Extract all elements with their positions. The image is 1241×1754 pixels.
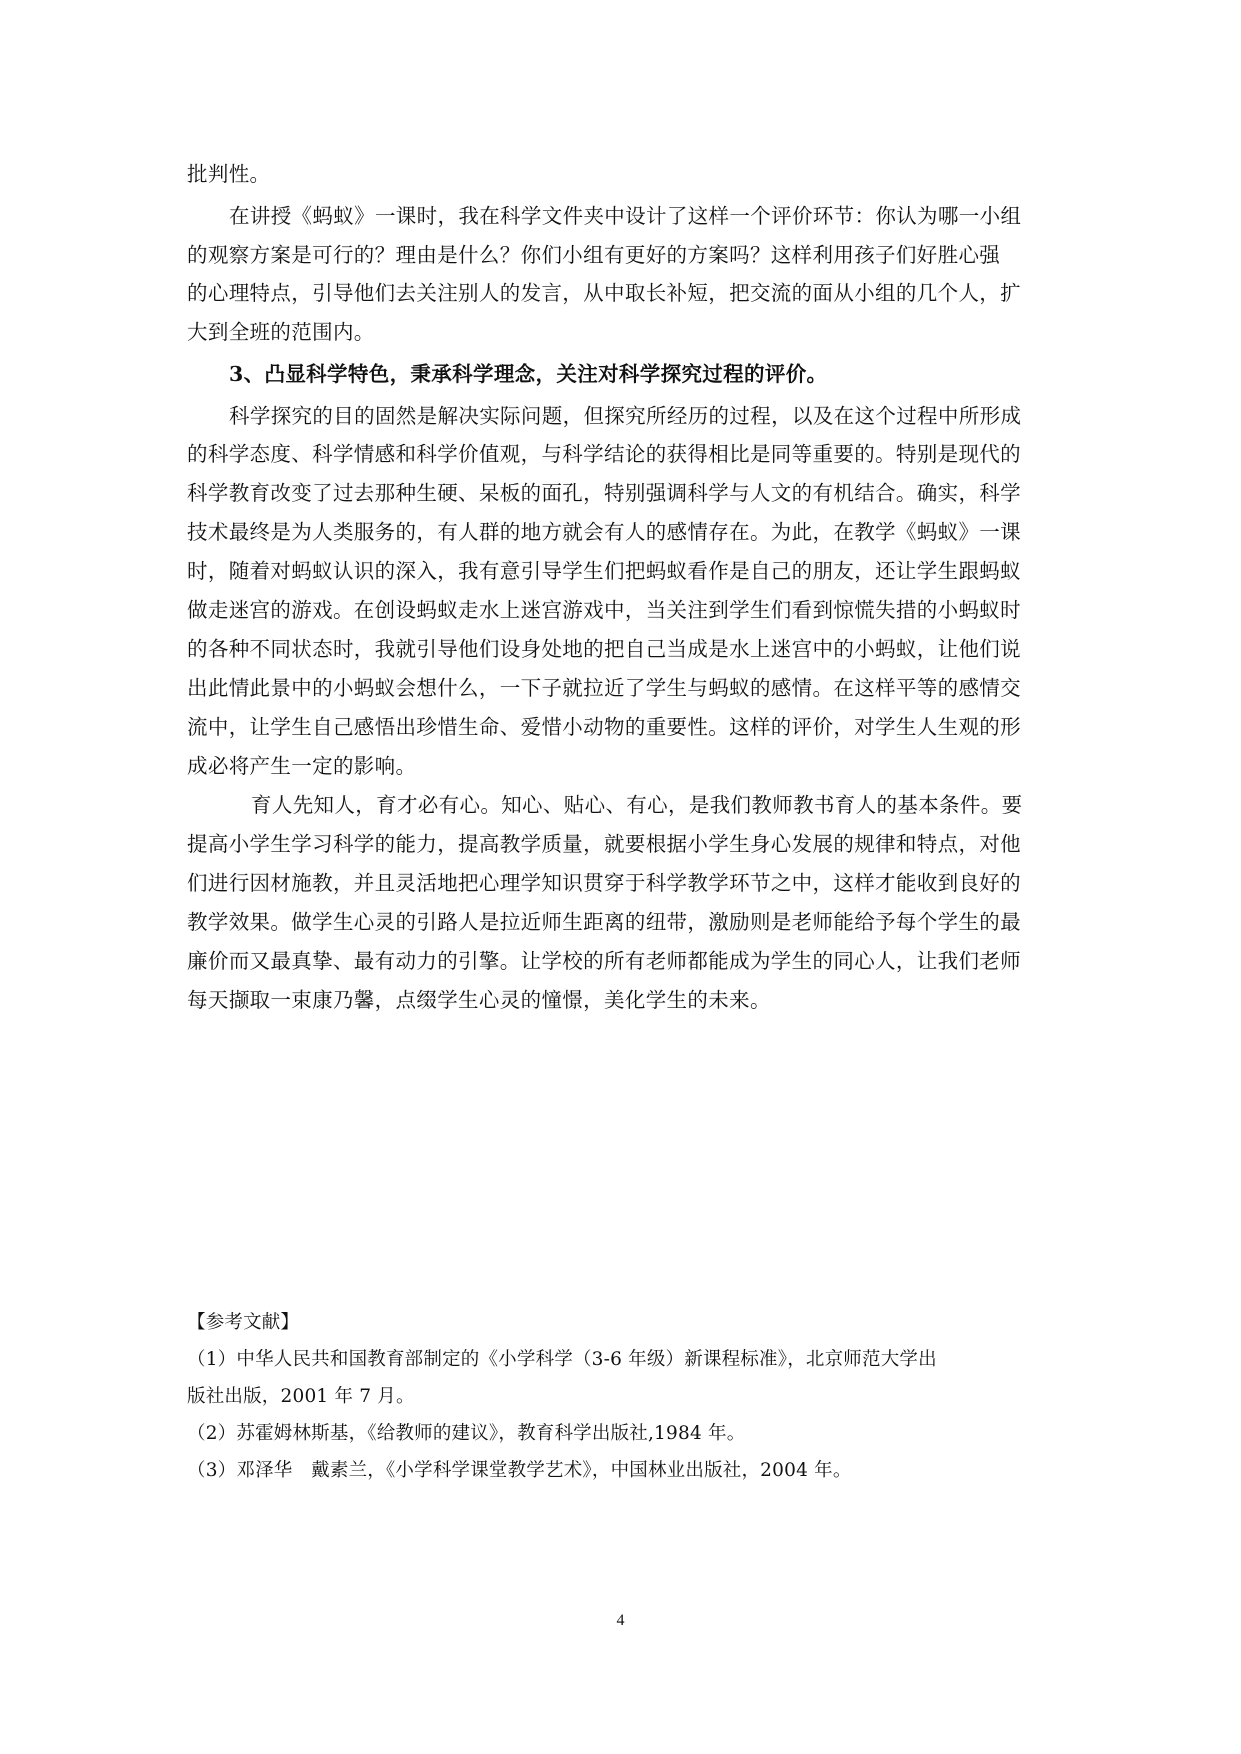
section-heading: 3、凸显科学特色，秉承科学理念，关注对科学探究过程的评价。 [229,362,828,386]
paragraph-line: 科学教育改变了过去那种生硬、呆板的面孔，特别强调科学与人文的有机结合。确实，科学 [187,481,1021,505]
paragraph-continuation-line: 批判性。 [187,162,271,186]
references-title: 【参考文献】 [187,1312,300,1333]
paragraph-line: 出此情此景中的小蚂蚁会想什么，一下子就拉近了学生与蚂蚁的感情。在这样平等的感情交 [187,676,1021,700]
paragraph-line: 大到全班的范围内。 [187,320,375,344]
paragraph-line: 技术最终是为人类服务的，有人群的地方就会有人的感情存在。为此，在教学《蚂蚁》一课 [187,520,1021,544]
paragraph-line: 的观察方案是可行的？理由是什么？你们小组有更好的方案吗？这样利用孩子们好胜心强 [187,243,1001,267]
paragraph-line: 的科学态度、科学情感和科学价值观，与科学结论的获得相比是同等重要的。特别是现代的 [187,442,1021,466]
paragraph-line: 成必将产生一定的影响。 [187,754,417,778]
paragraph-line: 教学效果。做学生心灵的引路人是拉近师生距离的纽带，激励则是老师能给予每个学生的最 [187,910,1021,934]
paragraph-line: 时，随着对蚂蚁认识的深入，我有意引导学生们把蚂蚁看作是自己的朋友，还让学生跟蚂蚁 [187,559,1021,583]
reference-item: （2）苏霍姆林斯基，《给教师的建议》，教育科学出版社,1984 年。 [187,1423,746,1444]
paragraph-line: 在讲授《蚂蚁》一课时，我在科学文件夹中设计了这样一个评价环节：你认为哪一小组 [229,204,1022,228]
paragraph-line: 的心理特点，引导他们去关注别人的发言，从中取长补短，把交流的面从小组的几个人，扩 [187,281,1021,305]
paragraph-line: 廉价而又最真挚、最有动力的引擎。让学校的所有老师都能成为学生的同心人，让我们老师 [187,949,1021,973]
paragraph-line: 流中，让学生自己感悟出珍惜生命、爱惜小动物的重要性。这样的评价，对学生人生观的形 [187,715,1021,739]
reference-item: （3）邓泽华 戴素兰，《小学科学课堂教学艺术》，中国林业出版社，2004 年。 [187,1460,852,1481]
paragraph-line: 的各种不同状态时，我就引导他们设身处地的把自己当成是水上迷宫中的小蚂蚁，让他们说 [187,637,1021,661]
paragraph-line: 做走迷宫的游戏。在创设蚂蚁走水上迷宫游戏中，当关注到学生们看到惊慌失措的小蚂蚁时 [187,598,1021,622]
paragraph-line: 提高小学生学习科学的能力，提高教学质量，就要根据小学生身心发展的规律和特点，对他 [187,832,1021,856]
page-number: 4 [616,1612,625,1629]
paragraph-line: 育人先知人，育才必有心。知心、贴心、有心，是我们教师教书育人的基本条件。要 [251,793,1023,817]
paragraph-line: 每天撷取一束康乃馨，点缀学生心灵的憧憬，美化学生的未来。 [187,988,771,1012]
paragraph-line: 科学探究的目的固然是解决实际问题，但探究所经历的过程，以及在这个过程中所形成 [229,404,1022,428]
paragraph-line: 们进行因材施教，并且灵活地把心理学知识贯穿于科学教学环节之中，这样才能收到良好的 [187,871,1021,895]
reference-item: 版社出版，2001 年 7 月。 [187,1386,415,1407]
reference-item: （1）中华人民共和国教育部制定的《小学科学（3-6 年级）新课程标准》，北京师范大学出 [187,1349,937,1370]
